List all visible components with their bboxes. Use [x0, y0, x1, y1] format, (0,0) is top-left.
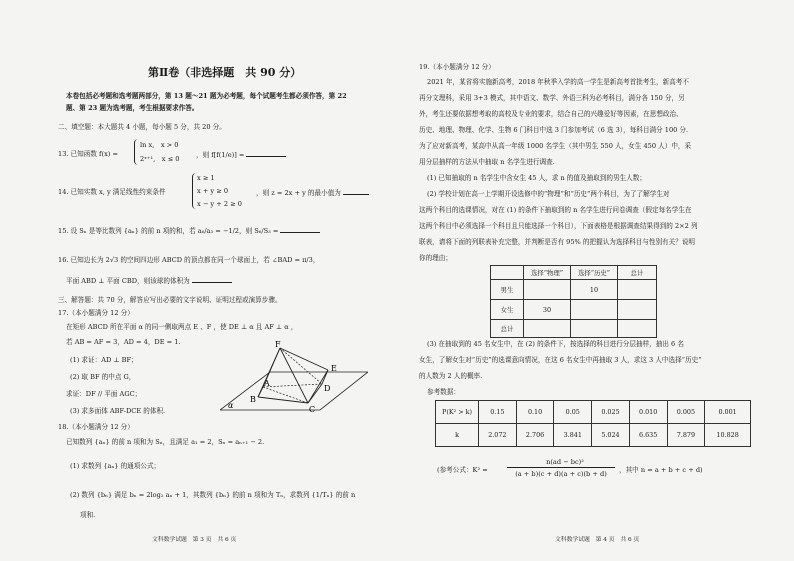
table-cell: 0.005: [667, 401, 705, 424]
q14-suffix: ，则 z = 2x + y 的最小值为: [256, 188, 369, 197]
q19-p1-line-2: 再分文理科，采用 3+3 模式，其中语文、数学、外语三科为必考科目，满分各 150 分，另: [419, 94, 685, 102]
table-cell: 10.828: [705, 424, 751, 447]
q13-case-2: 2ˣ⁺¹, x ≤ 0: [140, 155, 180, 163]
label-C: C: [309, 405, 316, 414]
q13-brace: [134, 139, 138, 165]
table-row: [436, 401, 751, 424]
intro-line-1: 本卷包括必考题和选考题两部分，第 13 题～21 题为必考题，每个试题考生都必须作答，第 22: [66, 92, 347, 100]
label-F: F: [275, 340, 281, 349]
table-cell: 0.025: [592, 401, 630, 424]
q17-sub-2: (2) 取 BF 的中点 G，: [70, 373, 136, 381]
geometry-figure: [220, 340, 368, 420]
table-cell: 女生: [491, 300, 524, 320]
q19-p3-line-2: 这两个科目的选课情况，对在 (1) 的条件下抽取到的 n 名学生进行问卷调查（假定每名学生在: [419, 206, 692, 214]
table-cell: P(K² > k): [436, 401, 479, 424]
q19-head: 19.（本小题满分 12 分）: [419, 63, 495, 71]
formula-numerator: n(ad − bc)²: [546, 458, 584, 466]
q19-part-1: (1) 已知抽取的 n 名学生中含女生 45 人，求 n 的值及抽取到的男生人数；: [427, 174, 646, 182]
table-cell: 0.05: [554, 401, 592, 424]
q18-sub-2: (2) 数列 {bₙ} 满足 bₙ = 2log₂ aₙ + 1，其数列 {bₙ} 的前 n 项和为 Tₙ，求数列 {1/Tₙ} 的前 n: [70, 491, 356, 499]
table-cell: k: [436, 424, 479, 447]
table-cell: 0.010: [629, 401, 667, 424]
table-cell: [618, 280, 657, 300]
q17-head: 17.（本小题满分 12 分）: [58, 309, 134, 317]
table-cell: 2.706: [516, 424, 554, 447]
table-row: [491, 320, 657, 338]
q19-p1-line-1: 2021 年，某省将实施新高考，2018 年秋季入学的高一学生是新高考首批考生，新高考不: [427, 78, 689, 86]
edge-AD: [263, 384, 322, 387]
formula-denominator: (a + b)(c + d)(a + c)(b + d): [515, 470, 607, 478]
q19-p3-line-3: 这两个科目中必须选择一个科目且只能选择一个科目），下面表格是根据调查结果得到的 2×2 列: [419, 222, 698, 230]
table-row: [436, 424, 751, 447]
q19-p3-line-5: 你的理由；: [419, 254, 452, 262]
section-title: 第Ⅱ卷（非选择题 共 90 分）: [148, 66, 302, 79]
table-cell: [571, 300, 618, 320]
q19-p1-line-5: 为了应对新高考，某高中从高一年级 1000 名学生（其中男生 550 人，女生 450 人）中，采: [419, 142, 692, 150]
q19-p1-line-6: 用分层抽样的方法从中抽取 n 名学生进行调查.: [419, 158, 555, 166]
label-A: A: [264, 379, 270, 388]
table-row: [491, 280, 657, 300]
table-cell: 0.001: [705, 401, 751, 424]
intro-line-2: 题、第 23 题为选考题，考生根据要求作答。: [66, 104, 199, 112]
q14-constraint-2: x + y ≥ 0: [197, 187, 229, 195]
edge-CD: [308, 384, 322, 403]
q19-p4-line-1: (3) 在抽取到的 45 名女生中，在 (2) 的条件下，按选择的科目进行分层抽样，抽出 6 名: [427, 340, 684, 348]
table-cell: 2.072: [479, 424, 517, 447]
fraction-bar: [507, 467, 615, 468]
q16-line-1: 16. 已知边长为 2√3 的空间四边形 ABCD 的顶点都在同一个球面上，若 ∠BAD = π/3，: [58, 256, 320, 264]
q14-prefix: 14. 已知实数 x, y 满足线性约束条件: [58, 188, 166, 196]
table-cell: [524, 320, 571, 338]
table-cell: 男生: [491, 280, 524, 300]
formula-suffix: ，其中 n = a + b + c + d): [619, 466, 703, 474]
header-cell: 总计: [618, 266, 657, 280]
table-cell: [618, 320, 657, 338]
table-cell: [571, 320, 618, 338]
q19-p1-line-3: 外，考生还要依据想考取的高校及专业的要求，结合自己的兴趣爱好等因素，在思想政治、: [419, 110, 683, 118]
q17-line-2: 若 AB = AF = 3，AD = 4，DE = 1.: [66, 338, 181, 346]
q14-constraint-1: x ≥ 1: [197, 174, 215, 182]
q19-p1-line-4: 历史、地理、物理、化学、生物 6 门科目中选 3 门参加考试（6 选 3），每科目满分 100 分.: [419, 126, 689, 134]
plane-alpha: [220, 372, 368, 410]
q17-sub-1: (1) 求证：AD ⊥ BF；: [70, 356, 138, 364]
header-cell: [491, 266, 524, 280]
label-B: B: [250, 395, 256, 404]
q18-sub-1: (1) 求数列 {aₙ} 的通项公式；: [70, 462, 161, 470]
edge-FE: [280, 348, 328, 370]
q15-text: 15. 设 Sₙ 是等比数列 {aₙ} 的前 n 项的和，若 a₆/a₃ = −1/2，则 S₆/S₃ =: [58, 226, 320, 235]
q17-sub-2b: 求证：DF // 平面 AGC；: [66, 390, 142, 398]
reference-label: 参考数据：: [427, 388, 460, 396]
page-footer: 文科数学试题 第 3 页 共 6 页: [152, 537, 237, 543]
header-cell: 选择“物理”: [524, 266, 571, 280]
table-cell: 6.635: [629, 424, 667, 447]
q19-p3-line-4: 联表，请将下面的列联表补充完整，并判断是否有 95% 的把握认为选择科目与性别有关？说明: [419, 238, 696, 246]
table-cell: 0.15: [479, 401, 517, 424]
q19-p3-line-1: (2) 学校计划在高一上学期开设选修中的“物理”和“历史”两个科目，为了了解学生对: [427, 190, 670, 198]
edge-BA: [258, 387, 263, 397]
q13-prefix: 13. 已知函数 f(x) =: [58, 150, 118, 158]
table-cell: 7.879: [667, 424, 705, 447]
q19-p4-line-3: 的人数为 2 人的概率.: [419, 372, 483, 380]
q14-constraint-3: x − y + 2 ≥ 0: [197, 200, 242, 208]
q13-case-1: ln x, x > 0: [140, 141, 179, 149]
table-cell: 0.10: [516, 401, 554, 424]
label-alpha: α: [228, 401, 234, 410]
table-cell: [618, 300, 657, 320]
contingency-table: [490, 265, 657, 338]
table-cell: 30: [524, 300, 571, 320]
header-cell: 选择“历史”: [571, 266, 618, 280]
table-cell: [524, 280, 571, 300]
right-page: [397, 0, 794, 561]
q18-sub-2b: 项和.: [80, 511, 96, 519]
fill-blank-heading: 二、填空题：本大题共 4 小题，每小题 5 分，共 20 分。: [58, 123, 226, 131]
table-cell: 5.024: [592, 424, 630, 447]
table-header-row: [491, 266, 657, 280]
table-cell: 10: [571, 280, 618, 300]
q19-p4-line-2: 女生，了解女生对“历史”的选课意向情况，在这 6 名女生中再抽取 3 人，求这 3 人中选择“历史”: [419, 356, 702, 364]
table-cell: 3.841: [554, 424, 592, 447]
table-row: [491, 300, 657, 320]
edge-FD: [280, 348, 322, 384]
q17-sub-3: (3) 求多面体 ABF-DCE 的体积.: [70, 407, 166, 415]
q14-brace: [192, 173, 196, 209]
formula-prefix: (参考公式：K² =: [437, 466, 488, 474]
label-E: E: [331, 364, 337, 373]
q17-line-1: 在矩形 ABCD 所在平面 α 的同一侧取两点 E 、F ，使 DE ⊥ α 且 AF ⊥ α ，: [66, 323, 298, 331]
reference-table: [435, 400, 751, 447]
page-footer: 文科数学试题 第 4 页 共 6 页: [555, 537, 640, 543]
q18-head: 18.（本小题满分 12 分）: [58, 423, 134, 431]
answer-heading: 三、解答题：共 70 分，解答应写出必要的文字说明、证明过程或演算步骤。: [58, 296, 282, 304]
q18-line-1: 已知数列 {aₙ} 的前 n 项和为 Sₙ，且满足 a₁ = 2，Sₙ = aₙ₊₁ − 2.: [66, 438, 265, 446]
table-cell: 总计: [491, 320, 524, 338]
label-D: D: [324, 384, 331, 393]
q13-suffix: ，则 f[f(1/e)] =: [196, 150, 286, 159]
q16-line-2: 平面 ABD ⊥ 平面 CBD，则该球的体积为: [66, 276, 232, 285]
